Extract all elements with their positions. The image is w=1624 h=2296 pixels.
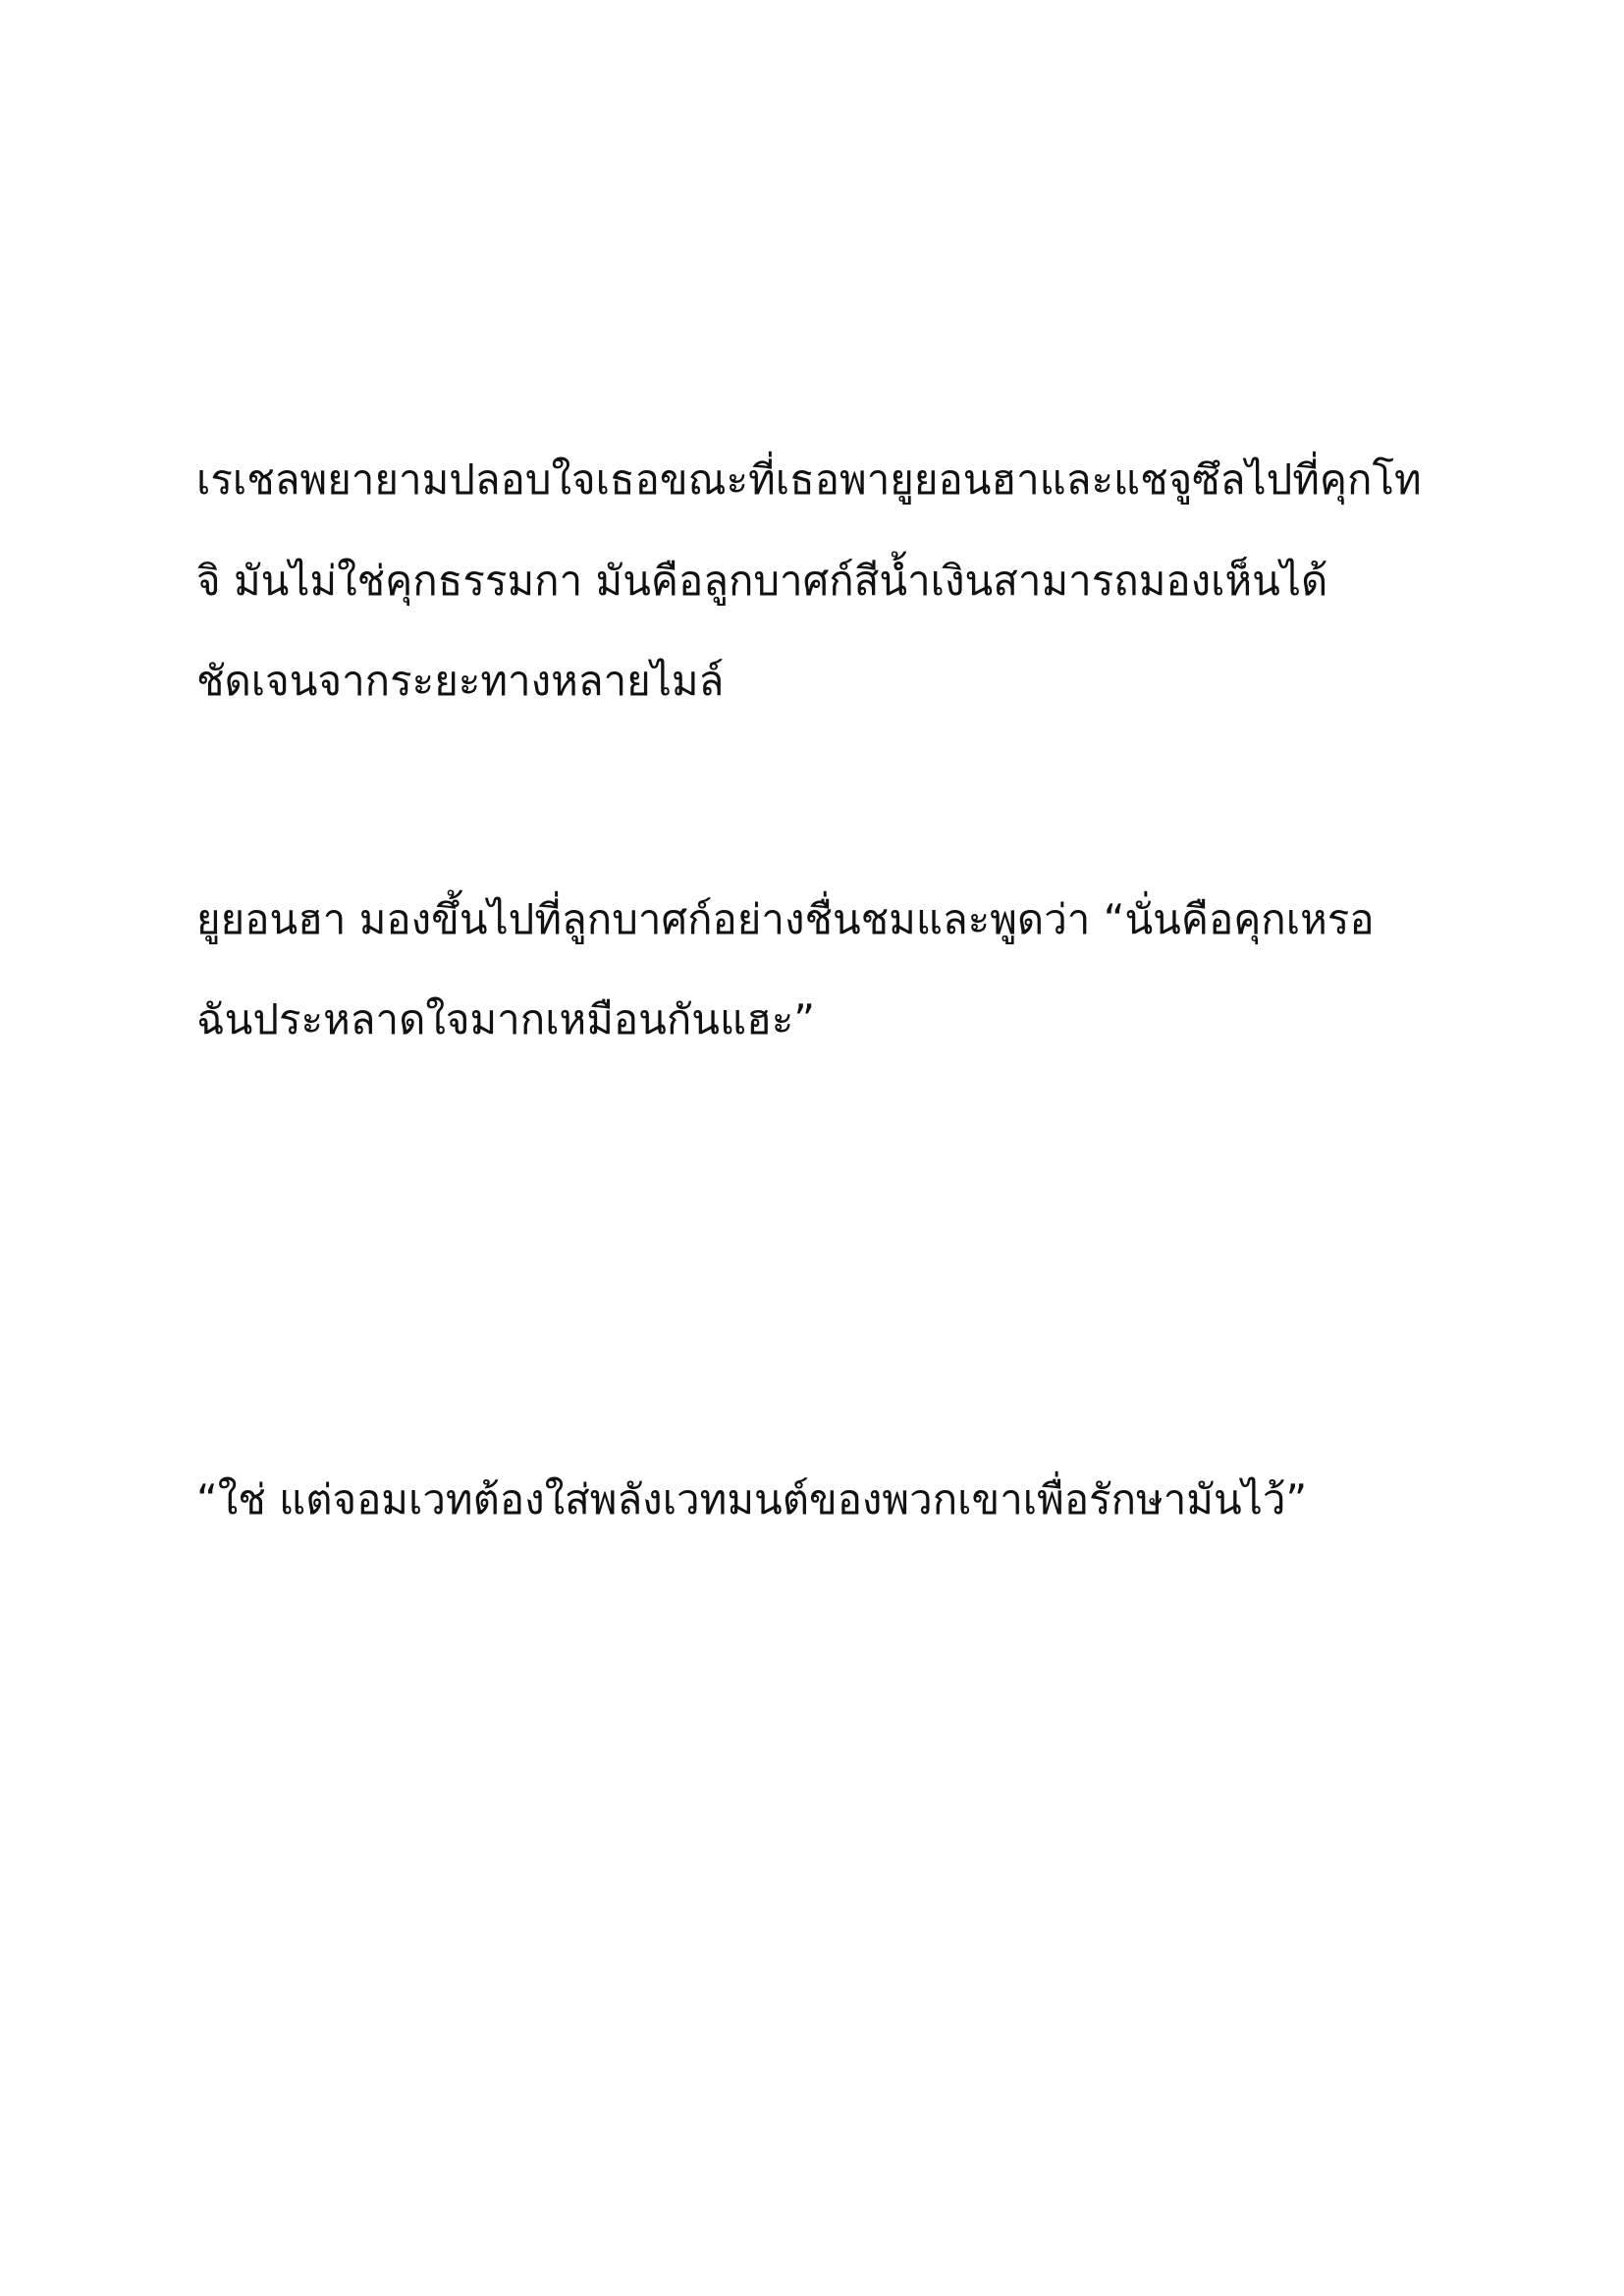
text-line: “ใช่ แต่จอมเวทต้องใส่พลังเวทมนต์ของพวกเขาเพื่อรักษามันไว้”: [196, 1475, 1308, 1523]
text-line: ยูยอนฮา มองขึ้นไปที่ลูกบาศก์อย่างชื่นชมและพูดว่า “นั่นคือคุกเหรอ: [196, 895, 1375, 943]
text-line: ชัดเจนจากระยะทางหลายไมล์: [196, 657, 725, 705]
text-line: ฉันประหลาดใจมากเหมือนกันแฮะ”: [196, 995, 816, 1043]
text-line: เรเชลพยายามปลอบใจเธอขณะที่เธอพายูยอนฮาและแชจูซึลไปที่คุกโท: [196, 455, 1422, 504]
text-line: จิ มันไม่ใช่คุกธรรมกา มันคือลูกบาศก์สีน้ำเงินสามารถมองเห็นได้: [196, 557, 1328, 605]
